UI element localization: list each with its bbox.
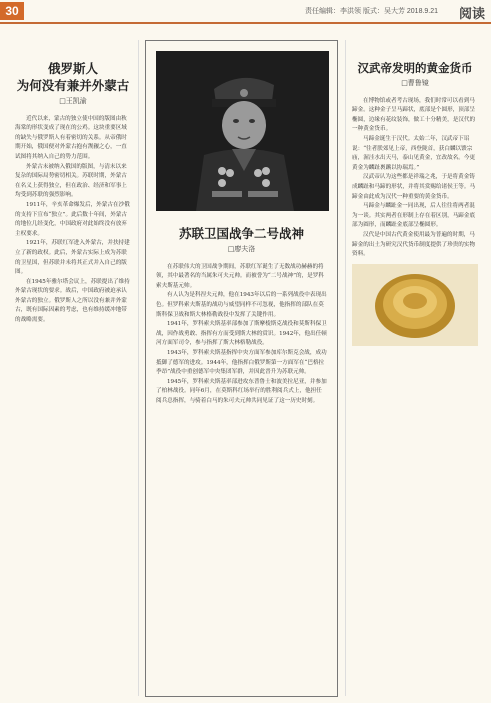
middle-article-author: □廖夫洛 xyxy=(227,245,256,253)
left-title-line2: 为何没有兼并外蒙古 xyxy=(16,78,130,93)
column-divider xyxy=(345,40,346,696)
column-divider xyxy=(138,40,139,696)
header-rule xyxy=(0,22,491,24)
middle-article xyxy=(145,40,338,697)
page-header xyxy=(0,0,491,24)
page-number: 30 xyxy=(0,2,24,20)
right-article-author: □曹鲁镜 xyxy=(401,79,429,87)
section-title: 阅读 xyxy=(458,7,485,22)
right-article-title: 汉武帝发明的黄金货币 xyxy=(357,61,473,75)
editor-credits: 责任编辑：李洪领 版式：吴大芳 2018.9.21 xyxy=(305,8,439,15)
middle-paragraph: 在苏联伟大的卫国战争期间，苏联红军诞生了无数战功赫赫的将领，其中最著名的当属朱可夫元帅。而被誉为“二号战神”的，是罗科索夫斯基元帅。 xyxy=(156,263,324,289)
right-paragraph: 马蹄金与麟趾金一同出现，后人往往将两者混为一谈。其实两者在形制上存在着区别，马蹄金底部为圆形，而麟趾金底部呈椭圆形。 xyxy=(352,203,476,229)
marshal-portrait-photo xyxy=(156,51,329,211)
middle-paragraph: 1943年，罗科索夫斯基指挥中央方面军参加库尔斯克会战，成功抵御了德军的进攻。1944年，他指挥白俄罗斯第一方面军在“巴格拉季昂”战役中重创德军中央集团军群，并因此晋升为苏联元帅。 xyxy=(156,349,327,376)
right-article xyxy=(352,60,478,696)
middle-paragraph: 1945年，罗科索夫斯基率部进攻东普鲁士和波美拉尼亚，并参加了柏林战役。同年6月，在莫斯科红场举行的胜利阅兵式上，他担任阅兵总指挥，与骑着白马的朱可夫元帅共同见证了这一历史时刻。 xyxy=(156,378,327,404)
left-paragraph: 外蒙古未被纳入俄国的版图，与清末以来复杂的国际局势密切相关。苏联时期，外蒙古在名义上获得独立，但在政治、经济和军事上均受到苏联的强烈影响。 xyxy=(15,163,127,199)
right-paragraph: 马蹄金诞生于汉代。太始二年，汉武帝下诏说：“往者朕郊见上帝，西登陇首，获白麟以馈宗庙，渥洼水出天马，泰山见黄金，宜改故名。今更黄金为麟趾褭蹏以协瑞焉。” xyxy=(352,135,476,171)
right-paragraph: 汉代是中国古代黄金使用最为普遍的时期，马蹄金的出土为研究汉代货币制度提供了珍贵的实物资料。 xyxy=(352,231,476,258)
middle-article-title: 苏联卫国战争二号战神 xyxy=(178,226,304,241)
left-paragraph: 1921年，苏联红军进入外蒙古，并扶持建立了新的政权。此后，外蒙古实际上成为苏联的卫星国，但苏联并未将其正式并入自己的版图。 xyxy=(15,240,130,276)
left-paragraph: 1911年，辛亥革命爆发后，外蒙古在沙俄的支持下宣布“独立”。此后数十年间，外蒙古的地位几经变化，中国政府对此始终没有放弃主权要求。 xyxy=(15,201,130,237)
right-paragraph: 在博物馆或者考古现场，我们时常可以看到马蹄金。这种金子呈马蹄状，底部是个圆形，顶部呈椭圆，边缘有花纹装饰，做工十分精美，是汉代的一种黄金货币。 xyxy=(352,97,476,133)
gold-coin-photo xyxy=(352,264,478,346)
left-article xyxy=(15,60,131,696)
left-article-author: □王凯渝 xyxy=(59,97,87,105)
left-title-line1: 俄罗斯人 xyxy=(47,61,98,76)
left-article-title xyxy=(15,60,131,94)
left-paragraph: 在1945年雅尔塔会议上，苏联提出了维持外蒙古现状的要求。战后，中国政府被迫承认外蒙古的独立。俄罗斯人之所以没有兼并外蒙古，既有国际因素的考虑，也有维持缓冲地带的战略需要。 xyxy=(15,278,130,324)
right-paragraph: 汉武帝认为这些都是祥瑞之兆，于是将黄金铸成麟趾和马蹄的形状，并将其赏赐给诸侯王等。马蹄金由此成为汉代一种重要的黄金货币。 xyxy=(352,174,476,200)
middle-paragraph: 有人认为是科涅夫元帅，他在1943年以后的一系列战役中表现出色。但罗科索夫斯基的战功与威望同样不可忽视，他指挥的部队在莫斯科保卫战和斯大林格勒战役中发挥了关键作用。 xyxy=(156,292,327,318)
left-paragraph: 近代以来，蒙古的独立使中国的版图由秋海棠的形状变成了现在的公鸡。这块重要区域的缺失与俄罗斯人有着密切的关系。从帝俄时期开始，俄国便对外蒙古抱有觊觎之心，一直试图将其纳入自己的势力范围。 xyxy=(15,115,127,160)
middle-paragraph: 1941年，罗科索夫斯基率部参加了斯摩棱斯克战役和莫斯科保卫战，因作战勇敢、指挥有方而受到斯大林的赏识。1942年，他出任顿河方面军司令，参与指挥了斯大林格勒战役。 xyxy=(156,321,327,347)
